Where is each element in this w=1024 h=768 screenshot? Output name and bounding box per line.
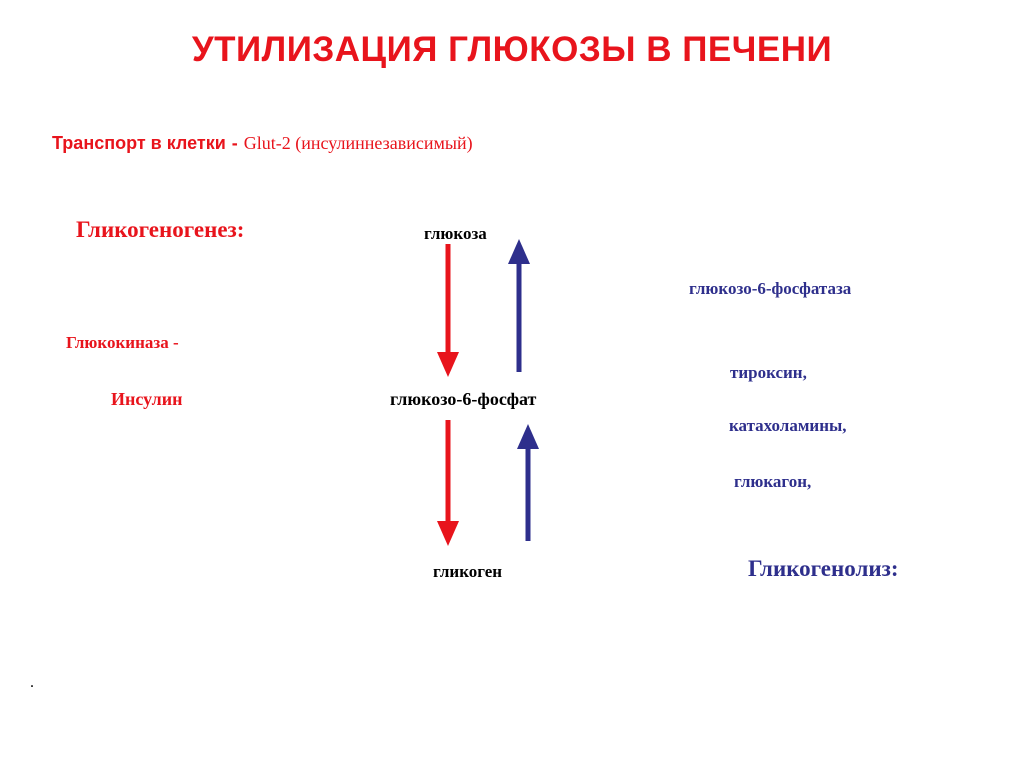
arrow-down-g6p-to-glycogen [437, 420, 459, 546]
glycogenogenesis-heading: Гликогеногенез: [76, 217, 245, 242]
arrow-head [437, 352, 459, 377]
glucagon-label: глюкагон, [734, 472, 812, 491]
slide-title: УТИЛИЗАЦИЯ ГЛЮКОЗЫ В ПЕЧЕНИ [191, 30, 833, 69]
arrow-head [517, 424, 539, 449]
arrow-head [437, 521, 459, 546]
arrow-up-g6p-to-glucose [508, 239, 530, 372]
catecholamines-label: катахоламины, [729, 416, 847, 435]
thyroxine-label: тироксин, [730, 363, 807, 382]
arrow-head [508, 239, 530, 264]
insulin-label: Инсулин [111, 389, 183, 409]
node-glucose: глюкоза [424, 224, 487, 243]
glucokinase-label: Глюкокиназа - [66, 333, 179, 352]
transport-label: Транспорт в клетки [52, 133, 226, 153]
node-glucose-6-phosphate: глюкозо-6-фосфат [390, 389, 537, 409]
glycogenolysis-heading: Гликогенолиз: [748, 556, 899, 581]
arrow-down-glucose-to-g6p [437, 244, 459, 377]
g6pase-label: глюкозо-6-фосфатаза [689, 279, 852, 298]
transport-dash: - [231, 133, 238, 153]
node-glycogen: гликоген [433, 562, 503, 581]
footer-mark: . [30, 674, 34, 691]
arrow-up-glycogen-to-g6p [517, 424, 539, 541]
transport-value: Glut-2 (инсулиннезависимый) [243, 133, 473, 153]
